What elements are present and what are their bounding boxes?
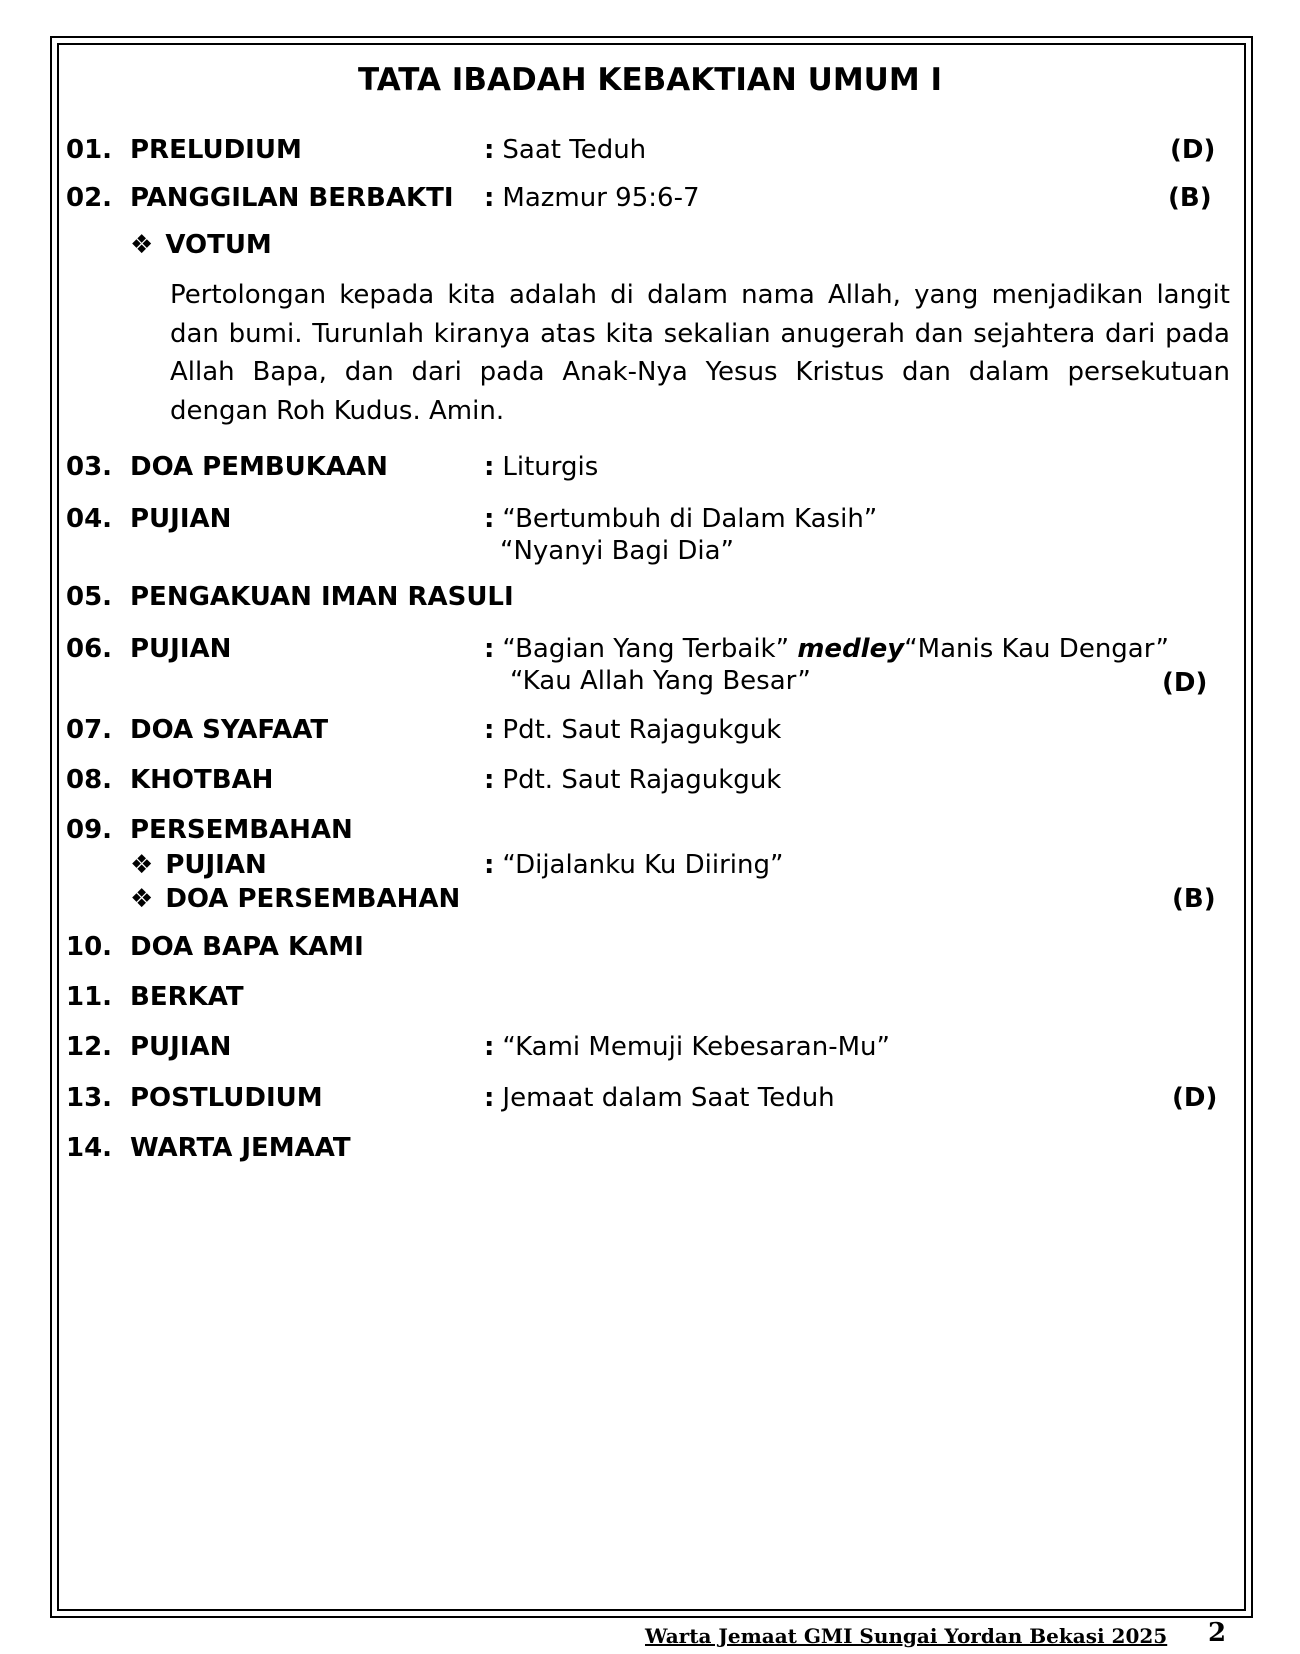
- votum-text: Pertolongan kepada kita adalah di dalam nama Allah, yang menjadikan langit dan bumi. Turunlah kiranya atas kita sekalian anugerah dan sejahtera dari pada Allah Bapa, dan dari pada Anak-Nya Yesus Kristus dan dalam persekutuan dengan Roh Kudus. Amin.: [170, 280, 1230, 426]
- item-number: 01.: [66, 135, 113, 165]
- sub-item-label-text: PUJIAN: [165, 850, 267, 880]
- votum-heading: [130, 228, 272, 262]
- item-label: POSTLUDIUM: [130, 1083, 323, 1113]
- item-label: KHOTBAH: [130, 765, 274, 795]
- item-value-text: Pdt. Saut Rajagukguk: [502, 765, 782, 795]
- item-number: 06.: [66, 634, 113, 664]
- sub-item-label: [130, 882, 460, 916]
- item-value-text: Jemaat dalam Saat Teduh: [502, 1083, 835, 1113]
- item-value-text: Pdt. Saut Rajagukguk: [502, 715, 782, 745]
- item-code: (D): [1172, 1083, 1218, 1113]
- colon: :: [484, 183, 495, 213]
- item-label: PUJIAN: [130, 634, 232, 664]
- sub-item-label-text: DOA PERSEMBAHAN: [165, 884, 461, 914]
- page-number: 2: [1208, 1618, 1227, 1648]
- item-number: 12.: [66, 1032, 113, 1062]
- item-value-text: “Bagian Yang Terbaik”: [502, 634, 790, 664]
- item-value-text: Liturgis: [502, 452, 599, 482]
- item-code: (B): [1168, 183, 1212, 213]
- item-number: 03.: [66, 452, 113, 482]
- colon: :: [484, 634, 495, 664]
- item-value: [484, 1030, 890, 1064]
- item-label: WARTA JEMAAT: [130, 1133, 351, 1163]
- item-value-text: Mazmur 95:6-7: [502, 183, 700, 213]
- item-value: [484, 763, 781, 797]
- footer-text: Warta Jemaat GMI Sungai Yordan Bekasi 2025: [645, 1624, 1168, 1648]
- item-label: BERKAT: [130, 982, 244, 1012]
- item-label: PERSEMBAHAN: [130, 815, 353, 845]
- item-label: DOA PEMBUKAAN: [130, 452, 388, 482]
- votum-heading-text: VOTUM: [165, 230, 272, 260]
- item-number: 04.: [66, 504, 113, 534]
- colon: :: [484, 765, 495, 795]
- item-label: PRELUDIUM: [130, 135, 302, 165]
- colon: :: [484, 715, 495, 745]
- item-value: [484, 181, 700, 215]
- colon: :: [484, 504, 495, 534]
- item-number: 14.: [66, 1133, 113, 1163]
- item-value: [484, 848, 783, 882]
- item-value-text: “Bertumbuh di Dalam Kasih”: [502, 504, 878, 534]
- item-value: [484, 713, 781, 747]
- medley-label: medley: [797, 634, 905, 664]
- colon: :: [484, 850, 495, 880]
- colon: :: [484, 1032, 495, 1062]
- item-value-text: “Kami Memuji Kebesaran-Mu”: [502, 1032, 890, 1062]
- colon: :: [484, 135, 495, 165]
- colon: :: [484, 1083, 495, 1113]
- item-number: 08.: [66, 765, 113, 795]
- item-label: DOA SYAFAAT: [130, 715, 329, 745]
- item-value-line2: “Kau Allah Yang Besar”: [510, 666, 811, 696]
- sub-item-label: [130, 848, 267, 882]
- item-value-text: Saat Teduh: [502, 135, 647, 165]
- item-value: [484, 1081, 835, 1115]
- item-label: PUJIAN: [130, 504, 232, 534]
- item-value-text: “Dijalanku Ku Diiring”: [502, 850, 784, 880]
- item-number: 07.: [66, 715, 113, 745]
- bullet-icon: ❖: [130, 850, 154, 880]
- item-value-line2: “Nyanyi Bagi Dia”: [500, 536, 734, 566]
- item-value: [484, 632, 1169, 666]
- bullet-icon: ❖: [130, 230, 154, 260]
- item-value: [484, 450, 598, 484]
- item-label: PUJIAN: [130, 1032, 232, 1062]
- item-number: 05.: [66, 582, 113, 612]
- item-value: [484, 502, 877, 536]
- item-number: 09.: [66, 815, 113, 845]
- item-label: PENGAKUAN IMAN RASULI: [130, 582, 514, 612]
- item-number: 02.: [66, 183, 113, 213]
- item-number: 11.: [66, 982, 113, 1012]
- item-code: (D): [1170, 135, 1216, 165]
- page-title: TATA IBADAH KEBAKTIAN UMUM I: [357, 62, 943, 98]
- item-code: (D): [1162, 668, 1208, 698]
- bullet-icon: ❖: [130, 884, 154, 914]
- colon: :: [484, 452, 495, 482]
- item-number: 10.: [66, 932, 113, 962]
- item-value: [484, 133, 646, 167]
- item-value-text: “Manis Kau Dengar”: [904, 634, 1169, 664]
- item-number: 13.: [66, 1083, 113, 1113]
- item-label: PANGGILAN BERBAKTI: [130, 183, 454, 213]
- item-code: (B): [1172, 884, 1216, 914]
- item-label: DOA BAPA KAMI: [130, 932, 364, 962]
